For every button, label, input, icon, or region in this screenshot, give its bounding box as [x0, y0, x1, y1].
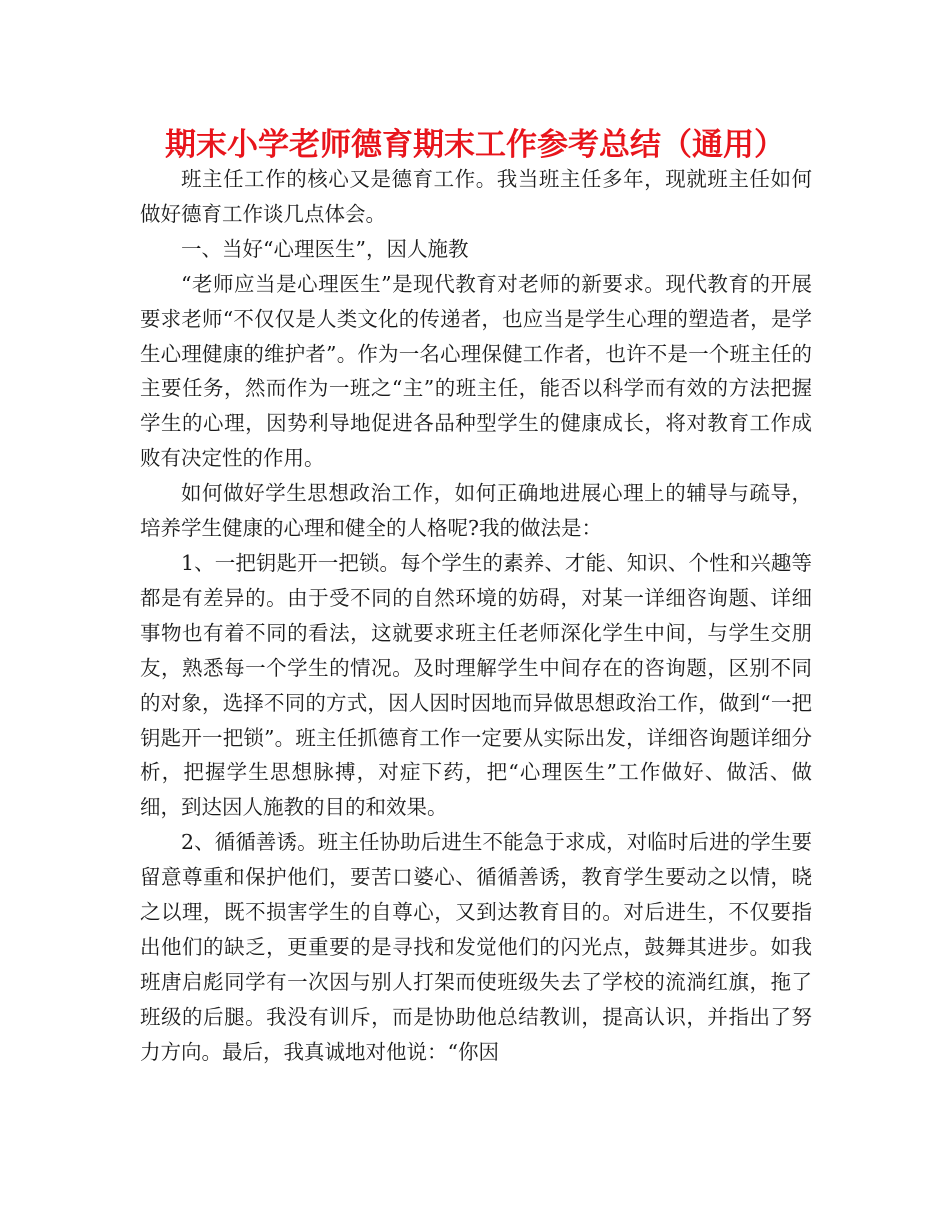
document-title: 期末小学老师德育期末工作参考总结（通用）	[165, 127, 785, 163]
document-body	[140, 162, 812, 1070]
paragraph: 如何做好学生思想政治工作，如何正确地进展心理上的辅导与疏导，培养学生健康的心理和健全的人格呢?我的做法是：	[140, 481, 812, 541]
paragraph-intro: 班主任工作的核心又是德育工作。我当班主任多年，现就班主任如何做好德育工作谈几点体会。	[140, 167, 812, 226]
paragraph-point-2: 2、循循善诱。班主任协助后进生不能急于求成，对临时后进的学生要留意尊重和保护他们，要苦口婆心、循循善诱，教育学生要动之以情，晓之以理，既不损害学生的自尊心，又到达教育目的。对后进生，不仅要指出他们的缺乏，更重要的是寻找和发觉他们的闪光点，鼓舞其进步。如我班唐启彪同学有一次因与别人打架而使班级失去了学校的流淌红旗，拖了班级的后腿。我没有训斥，而是协助他总结教训，提高认识，并指出了努力方向。最后，我真诚地对他说：“你因	[140, 830, 812, 1064]
paragraph-point-1: 1、一把钥匙开一把锁。每个学生的素养、才能、知识、个性和兴趣等都是有差异的。由于受不同的自然环境的妨碍，对某一详细咨询题、详细事物也有着不同的看法，这就要求班主任老师深化学生中间，与学生交朋友，熟悉每一个学生的情况。及时理解学生中间存在的咨询题，区别不同的对象，选择不同的方式，因人因时因地而异做思想政治工作，做到“一把钥匙开一把锁”。班主任抓德育工作一定要从实际出发，详细咨询题详细分析，把握学生思想脉搏，对症下药，把“心理医生”工作做好、做活、做细，到达因人施教的目的和效果。	[140, 550, 812, 820]
section-heading: 一、当好“心理医生”，因人施教	[181, 236, 469, 261]
paragraph: “老师应当是心理医生”是现代教育对老师的新要求。现代教育的开展要求老师“不仅仅是人类文化的传递者，也应当是学生心理的塑造者，是学生心理健康的维护者”。作为一名心理保健工作者，也许不是一个班主任的主要任务，然而作为一班之“主”的班主任，能否以科学而有效的方法把握学生的心理，因势利导地促进各品种型学生的健康成长，将对教育工作成败有决定性的作用。	[140, 271, 812, 471]
